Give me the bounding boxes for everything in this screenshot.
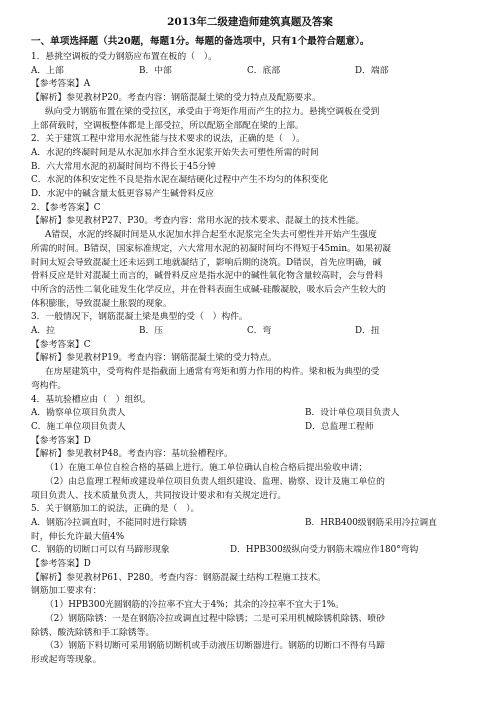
question-2-explanation-line: 【解析】参见教材P27、P30。考查内容：常用水泥的技术要求、混凝土的技术性能。: [31, 216, 365, 227]
question-5-explanation-line: （3）钢筋下料切断可采用钢筋切断机或手动液压切断器进行。钢筋的切断口不得有马蹄: [45, 641, 385, 652]
q2-option-b: B．六大常用水泥的初凝时间均不得长于45分钟: [31, 161, 216, 172]
q5-option-d: D．HPB300级纵向受力钢筋末端应作180°弯钩: [230, 545, 419, 556]
section-heading: 一、单项选择题（共20题，每题1分。每题的备选项中，只有1个最符合题意）。: [31, 36, 370, 47]
question-5-stem: 5．关于钢筋加工的说法，正确的是（ ）。: [31, 504, 200, 515]
q4-option-a: A．勘察单位项目负责人: [31, 408, 126, 419]
question-5-explanation-line: 除锈、酸洗除锈和手工除锈等。: [31, 627, 155, 638]
question-3-explanation-line: 弯构件。: [31, 380, 67, 391]
question-4-answer: 【参考答案】D: [31, 435, 91, 446]
question-2-explanation-line: 所需的时间。B错误，国家标准规定，六大常用水泥的初凝时间均不得短于45min。如果初凝: [31, 243, 391, 254]
question-1-options: [31, 65, 469, 79]
question-2-explanation-line: 中所含的活性二氧化硅发生化学反应，并在骨料表面生成碱-硅酸凝胶，吸水后会产生较大的: [31, 284, 386, 295]
q1-option-c: C．底部: [247, 65, 281, 76]
question-3-stem: 3．一般情况下，钢筋混凝土梁是典型的受（ ）构件。: [31, 312, 248, 323]
question-5-explanation-line: （2）钢筋除锈：一是在钢筋冷拉或调直过程中除锈；二是可采用机械除锈机除锈、喷砂: [45, 613, 385, 624]
question-1-explanation-line: 【解析】参见教材P20。考查内容：钢筋混凝土梁的受力特点及配筋要求。: [31, 93, 321, 104]
q5-option-b: B．HRB400级钢筋采用冷拉调直: [305, 517, 437, 528]
q3-option-a: A．拉: [31, 326, 55, 337]
question-1-stem: 1．悬挑空调板的受力钢筋应布置在板的（ ）。: [31, 52, 217, 62]
question-5-explanation-line: 钢筋加工要求有：: [31, 586, 102, 597]
q4-option-c: C．施工单位项目负责人: [31, 421, 126, 432]
question-5-explanation-line: （1）HPB300光圆钢筋的冷拉率不宜大于4%；其余的冷拉率不宜大于1%。: [45, 600, 345, 611]
question-3-options: [31, 325, 469, 339]
question-5-explanation-line: 形或起弯等现象。: [31, 654, 102, 665]
q4-option-d: D．总监理工程师: [305, 421, 374, 432]
q1-option-a: A．上部: [31, 65, 64, 76]
document-page: [31, 13, 469, 668]
question-4-options-row-1: [31, 407, 469, 421]
question-3-explanation-line: 【解析】参见教材P19。考查内容：钢筋混凝土梁的受力特点。: [31, 353, 277, 364]
question-1-explanation-line: 上部荷载时，空调板整体都是上部受拉，所以配筋全部配在梁的上部。: [31, 120, 304, 131]
q3-option-d: D．扭: [355, 326, 380, 337]
q3-option-b: B．压: [139, 326, 164, 337]
q5-option-c: C．钢筋的切断口可以有马蹄形现象: [31, 545, 170, 556]
question-1-answer: 【参考答案】A: [31, 79, 91, 90]
question-4-explanation-line: 项目负责人、技术质量负责人，共同按设计要求和有关规定进行。: [31, 490, 287, 501]
question-4-options-row-2: [31, 421, 469, 435]
q2-option-c: C．水泥的体积安定性不良是指水泥在凝结硬化过程中产生不均匀的体积变化: [31, 175, 329, 186]
q2-option-d: D．水泥中的碱含量太低更容易产生碱骨料反应: [31, 189, 214, 200]
q4-option-b: B．设计单位项目负责人: [305, 408, 400, 419]
q5-option-b-continued: 时，伸长允许最大值4%: [31, 531, 125, 542]
question-3-answer: 【参考答案】C: [31, 339, 91, 350]
question-3-explanation-line: 在房屋建筑中，受弯构件是指截面上通常有弯矩和剪力作用的构件。梁和板为典型的受: [45, 367, 380, 378]
question-2-stem: 2．关于建筑工程中常用水泥性能与技术要求的说法，正确的是（ ）。: [31, 134, 305, 145]
question-2-explanation-line: 骨料反应是针对混凝土而言的，碱骨料反应是指水泥中的碱性氧化物含量较高时，会与骨料: [31, 271, 383, 282]
question-5-options-row-2: [31, 544, 469, 558]
q3-option-c: C．弯: [247, 326, 272, 337]
question-2-explanation-line: 体积膨胀，导致混凝土胀裂的现象。: [31, 298, 172, 309]
q2-option-a: A．水泥的终凝时间是从水泥加水拌合至水泥浆开始失去可塑性所需的时间: [31, 147, 319, 158]
question-1-explanation-line: 纵向受力钢筋布置在梁的受拉区，承受由于弯矩作用而产生的拉力。悬挑空调板在受到: [45, 106, 380, 117]
q5-option-a: A．钢筋冷拉调直时，不能同时进行除锈: [31, 517, 187, 528]
question-4-explanation-line: 【解析】参见教材P48。考查内容：基坑验槽程序。: [31, 449, 233, 460]
q1-option-d: D．端部: [355, 65, 389, 76]
question-4-explanation-line: （2）由总监理工程师或建设单位项目负责人组织建设、监理、勘察、设计及施工单位的: [45, 476, 385, 487]
question-2-answer: 2．【参考答案】C: [31, 202, 101, 213]
question-2-explanation-line: 时间太短会导致混凝土还未运到工地就凝结了，影响后期的浇筑。D错误，首先应明确，碱: [31, 257, 382, 268]
page-title: 2013年二级建造师建筑真题及答案: [167, 16, 333, 28]
question-5-options-row-1: [31, 517, 469, 531]
question-5-answer: 【参考答案】D: [31, 559, 91, 570]
question-2-explanation-line: A错误，水泥的终凝时间是从水泥加水拌合起至水泥浆完全失去可塑性并开始产生强度: [45, 230, 377, 241]
question-4-stem: 4．基坑验槽应由（ ）组织。: [31, 394, 151, 405]
q1-option-b: B．中部: [139, 65, 172, 76]
question-5-explanation-line: 【解析】参见教材P61、P280。考查内容：钢筋混凝土结构工程施工技术。: [31, 572, 326, 583]
question-4-explanation-line: （1）在施工单位自检合格的基础上进行。施工单位确认自检合格后提出验收申请；: [45, 463, 368, 474]
